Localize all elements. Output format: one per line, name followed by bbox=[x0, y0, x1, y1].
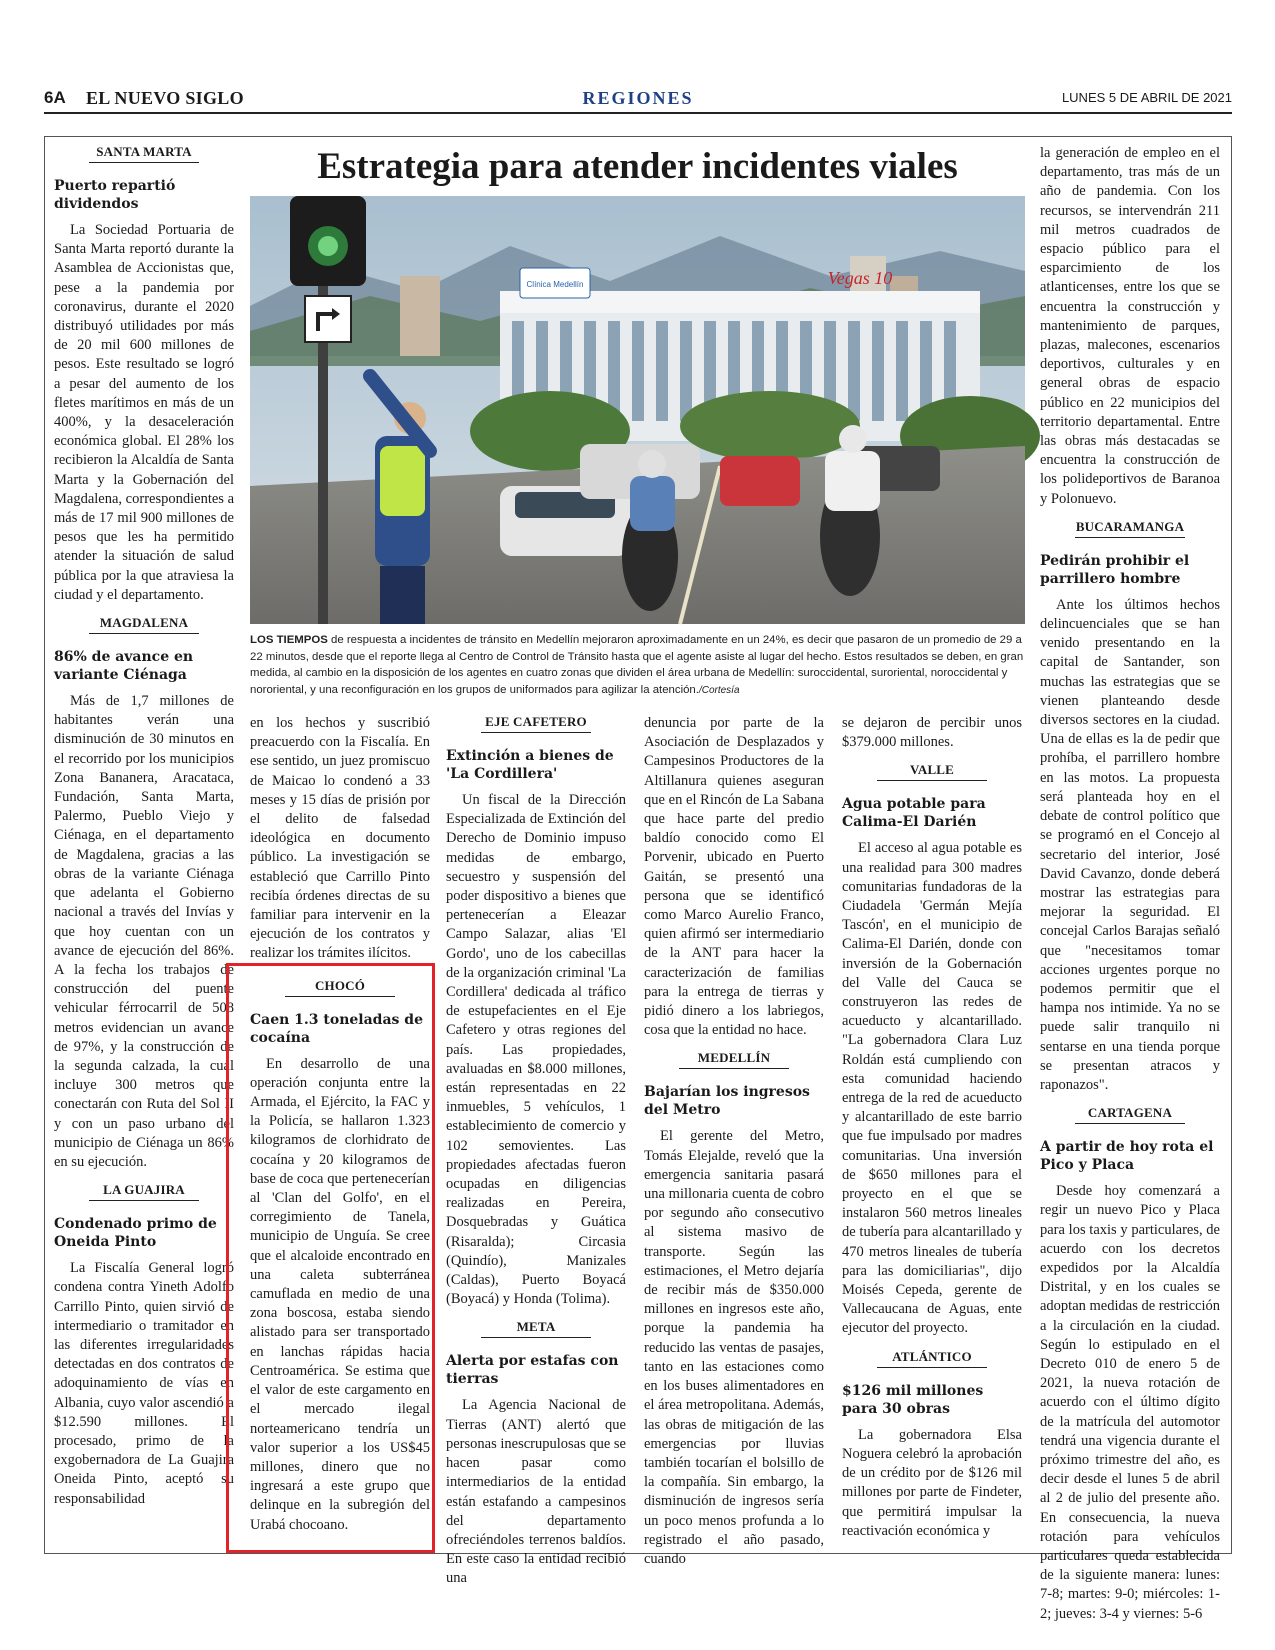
headline-magdalena: 86% de avance en variante Ciénaga bbox=[54, 649, 194, 684]
headline-bucaramanga: Pedirán prohibir el parrillero hombre bbox=[1040, 552, 1190, 587]
body-atlantico-continued: la generación de empleo en el departamento, tras más de un año de pandemia. Con los recursos, se intervendrán 211 mil metros cuadrados de espacio público para el esparcimiento de los atlanticenses, entre los que se encuentra la construcción y mantenimiento de parques, plazas, malecones, escenarios deportivos, culturales y en general obras de espacio público en 22 municipios del territorio departamental. Entre las obras más destacadas se encuentra la construcción de los polideportivos de Baranoa y Polonuevo. bbox=[1040, 145, 1220, 507]
body-valle: El acceso al agua potable es una realidad para 300 madres comunitarias fundadoras de la Ciudadela 'Germán Mejía Tascón', en el municipio de Calima-El Darién, donde con inversión de la Gobernación del Valle del Cauca se construyeron las redes de acueducto y alcantarillado. "La gobernadora Clara Luz Roldán está cumpliendo con esta comunidad haciendo entrega de la red de acueducto y alcantarillado de este barrio que fue impulsado por madres comunitarias. Una inversión de $650 millones para el proyecto en el que se instalaron 560 metros lineales de tubería para alcantarillado y 470 metros lineales de tubería para las domiciliarias", dijo Moisés Cepeda, gerente de Vallecaucana de Aguas, ente ejecutor del proyecto. bbox=[842, 840, 1022, 1337]
section-name: REGIONES bbox=[582, 88, 694, 108]
caption-text: de respuesta a incidentes de tránsito en Medellín mejoraron aproximadamente en un 24%, es decir que pasaron de un promedio de 29 a 22 minutos, desde que el reporte llega al Centro de Control de Tránsito hasta que el agente asiste al lugar del hecho. Estos resultados se deben, en gran medida, al cambio en la disposición de los agentes en cuatro zonas que dividen el área urbana de Medellín: suroccidental, suroriental, noroccidental y nororiental, y una reconfiguración en los grupos de uniformados para agilizar la atención. bbox=[250, 634, 1024, 696]
headline-choco: Caen 1.3 toneladas de cocaína bbox=[250, 1011, 423, 1046]
body-magdalena: Más de 1,7 millones de habitantes verán una disminución de 30 minutos en el recorrido por los municipios Zona Bananera, Aracataca, Fundación, Santa Marta, Palermo, Pueblo Viejo y Ciénaga, en el departamento de Magdalena, gracias a las obras de la variante Ciénaga que adelanta el Gobierno nacional a través del Invías y que hoy cuentan con un avance de ejecución del 86%. A la fecha los trabajos de construcción del puente vehicular férrocarril de 508 metros evidencian un avance de 97%, y la construcción de la segunda calzada, la cual incluye 300 metros que conectarán con Ruta del Sol II y con un paso urbano del municipio de Ciénaga un 86% en su ejecución. bbox=[54, 693, 234, 1170]
main-headline: Estrategia para atender incidentes viales bbox=[317, 146, 958, 187]
kicker-la-guajira: LA GUAJIRA bbox=[89, 1182, 199, 1201]
kicker-choco: CHOCÓ bbox=[285, 978, 395, 997]
column-4-lower bbox=[644, 714, 824, 1567]
headline-eje-cafetero: Extinción a bienes de 'La Cordillera' bbox=[446, 748, 614, 782]
kicker-meta: META bbox=[481, 1319, 591, 1338]
store-sign: Vegas 10 bbox=[827, 268, 893, 288]
column-5-lower bbox=[842, 714, 1022, 1548]
headline-la-guajira: Condenado primo de Oneida Pinto bbox=[54, 1216, 217, 1251]
kicker-magdalena: MAGDALENA bbox=[89, 615, 199, 634]
body-cartagena: Desde hoy comenzará a regir un nuevo Pico y Placa para los taxis y particulares, de acuerdo con los decretos expedidos por la Alcaldía Distrital, y en los cuales se adoptan medidas de restricción a la circulación en la ciudad. Según lo estipulado en el Decreto 010 de enero 5 de 2021, la nueva rotación de acuerdo con el último dígito de la matrícula del automotor tendrá una vigencia durante el próximo trimestre del año, es decir desde el lunes 5 de abril al 2 de julio del presente año. En consecuencia, la nueva rotación para vehículos particulares queda establecida de la siguiente manera: lunes: 7-8; martes: 9-0; miércoles: 1-2; jueves: 3-4 y viernes: 5-6 bbox=[1040, 1183, 1220, 1622]
kicker-eje-cafetero: EJE CAFETERO bbox=[481, 714, 591, 733]
column-2-lower bbox=[250, 714, 430, 1548]
photo-caption bbox=[250, 632, 1025, 704]
issue-date: LUNES 5 DE ABRIL DE 2021 bbox=[1061, 90, 1232, 105]
column-1 bbox=[54, 144, 234, 1548]
headline-atlantico: $126 mil millones para 30 obras bbox=[842, 1382, 984, 1417]
kicker-atlantico: ATLÁNTICO bbox=[877, 1349, 987, 1368]
headline-meta: Alerta por estafas con tierras bbox=[446, 1353, 619, 1388]
body-eje-cafetero: Un fiscal de la Dirección Especializada de Extinción del Derecho de Dominio impuso medidas de embargo, secuestro y suspensión del poder dispositivo a bienes que pertenecerían a Eleazar Campo Salazar, alias 'El Gordo', uno de los cabecillas de la organización criminal 'La Cordillera' dedicada al tráfico de estupefacientes en el Eje Cafetero y otras regiones del país. Las propiedades, avaluadas en $8.000 millones, están representadas en 22 inmuebles, 5 vehículos, 1 establecimiento de comercio y 102 semovientes. Las propiedades afectadas fueron ocupadas en diligencias realizadas en Pereira, Dosquebradas y Guática (Risaralda); Circasia (Quindío), Manizales (Caldas), Puerto Boyacá (Boyacá) y Honda (Tolima). bbox=[446, 792, 626, 1308]
kicker-medellin: MEDELLÍN bbox=[679, 1050, 789, 1069]
column-6 bbox=[1040, 144, 1220, 1622]
headline-cartagena: A partir de hoy rota el Pico y Placa bbox=[1040, 1139, 1214, 1174]
headline-santa-marta: Puerto repartió dividendos bbox=[54, 178, 176, 212]
body-la-guajira: La Fiscalía General logró condena contra Yineth Adolfo Carrillo Pinto, quien sirvió de intermediario o tramitador en las diferentes irregularidades detectadas en dos contratos de adoquinamiento de vías en Albania, cuyo valor ascendió a $12.590 millones. El procesado, primo de la exgobernadora de La Guajira Oneida Pinto, aceptó su responsabilidad bbox=[54, 1260, 234, 1507]
body-santa-marta: La Sociedad Portuaria de Santa Marta reportó durante la Asamblea de Accionistas que, pese a la pandemia por coronavirus, durante el 2020 distribuyó utilidades por más de 20 mil 600 millones de pesos. Este resultado se logró a pesar del aumento de los fletes marítimos en más de un 400%, y la desaceleración económica global. El 28% los recibieron la Alcaldía de Santa Marta y la Gobernación del Magdalena, correspondientes a más de 17 mil 900 millones de pesos que les ha permitido atender la situación de salud pública por la que atraviesa la ciudad y el departamento. bbox=[54, 222, 234, 603]
traffic-scene-illustration bbox=[250, 196, 1025, 624]
headline-medellin: Bajarían los ingresos del Metro bbox=[644, 1084, 810, 1119]
body-bucaramanga: Ante los últimos hechos delincuenciales que se han venido presentando en la capital de Santander, son muchas las estrategias que se vienen planteando desde diversos sectores en la ciudad. Una de ellas es la de pedir que prohíba, el parrillero hombre en las motos. La propuesta será planteada hoy en el debate de control político que se programó en el Concejo al secretario del interior, José David Cavanzo, donde deberá mostrar las estrategias para mejorar la seguridad. El concejal Carlos Barajas señaló que "necesitamos tomar acciones urgentes porque no podemos permitir que el hampa nos intimide. Ya no se puede salir tranquilo ni sentarse en una tienda porque se presentan atracos y raponazos". bbox=[1040, 596, 1220, 1093]
kicker-cartagena: CARTAGENA bbox=[1075, 1105, 1185, 1124]
kicker-valle: VALLE bbox=[877, 762, 987, 781]
kicker-santa-marta: SANTA MARTA bbox=[89, 144, 199, 163]
body-medellin: El gerente del Metro, Tomás Elejalde, reveló que la emergencia sanitaria pasará una millonaria cuenta de cobro por segundo año consecutivo al sistema masivo de transporte. Según las estimaciones, el Metro dejaría de recibir más de $350.000 millones en ingresos este año, porque la pandemia ha reducido las ventas de pasajes, tanto en las estaciones como en los buses alimentadores en el área metropolitana. Además, las obras de mitigación de las emergencias por lluvias también tocarían el bolsillo de la compañía. Sin embargo, la disminución de ingresos sería un poco menos profunda a lo registrado el año pasado, cuando bbox=[644, 1128, 824, 1567]
body-la-guajira-continued: en los hechos y suscribió preacuerdo con la Fiscalía. En ese sentido, un juez promiscuo de Maicao lo condenó a 33 meses y 15 días de prisión por el delito de falsedad ideológica en documento público. La investigación se estableció que Carrillo Pinto recibía órdenes directas de su familiar para intervenir en la ejecución de los contratos y realizar los trámites ilícitos. bbox=[250, 715, 430, 962]
body-meta: La Agencia Nacional de Tierras (ANT) alertó que personas inescrupulosas que se hacen pasar como intermediarios de la entidad están estafando a campesinos del departamento ofreciéndoles terrenos baldíos. En este caso la entidad recibió una bbox=[446, 1397, 626, 1587]
body-meta-continued: denuncia por parte de la Asociación de Desplazados y Campesinos Productores de la Altillanura quienes aseguran que en el Rincón de La Sabana que hace parte del predio baldío conocido como El Porvenir, ubicado en Puerto Gaitán, se presentó una persona que se identificó como Marco Aurelio Franco, quien afirmó ser intermediario de la ANT para hacer la caracterización de familias para la entrega de tierras y pidió dinero a los labriegos, cosa que la entidad no hace. bbox=[644, 715, 824, 1039]
newspaper-name: EL NUEVO SIGLO bbox=[86, 88, 244, 108]
column-3-lower bbox=[446, 714, 626, 1587]
clinic-sign: Clínica Medellín bbox=[526, 280, 584, 289]
caption-lead: LOS TIEMPOS bbox=[250, 634, 328, 646]
caption-credit: /Cortesía bbox=[698, 684, 740, 696]
masthead bbox=[44, 88, 1232, 114]
page-number: 6A bbox=[44, 88, 66, 107]
body-choco: En desarrollo de una operación conjunta entre la Armada, el Ejército, la FAC y la Policía, se hallaron 1.323 kilogramos de clorhidrato de cocaína y 20 kilogramos de base de coca que pertenecerían al 'Clan del Golfo', en el corregimiento de Tanela, municipio de Unguía. Se cree que el alcaloide encontrado en una caleta subterránea camuflada en medio de una zona boscosa, estaba siendo alistado para ser transportado en lanchas rápidas hacia Centroamérica. Se estima que el valor de este cargamento en el mercado ilegal norteamericano tendría un valor superior a los US$45 millones, dinero que no ingresará a este grupo que delinque en la subregión del Urabá chocoano. bbox=[250, 1055, 430, 1533]
body-medellin-continued: se dejaron de percibir unos $379.000 millones. bbox=[842, 715, 1022, 751]
traffic-photo bbox=[250, 196, 1025, 624]
kicker-bucaramanga: BUCARAMANGA bbox=[1075, 519, 1185, 538]
body-atlantico: La gobernadora Elsa Noguera celebró la aprobación de un crédito por de $126 mil millones por parte de Findeter, que permitirá impulsar la reactivación económica y bbox=[842, 1426, 1022, 1539]
headline-valle: Agua potable para Calima-El Darién bbox=[842, 796, 986, 831]
